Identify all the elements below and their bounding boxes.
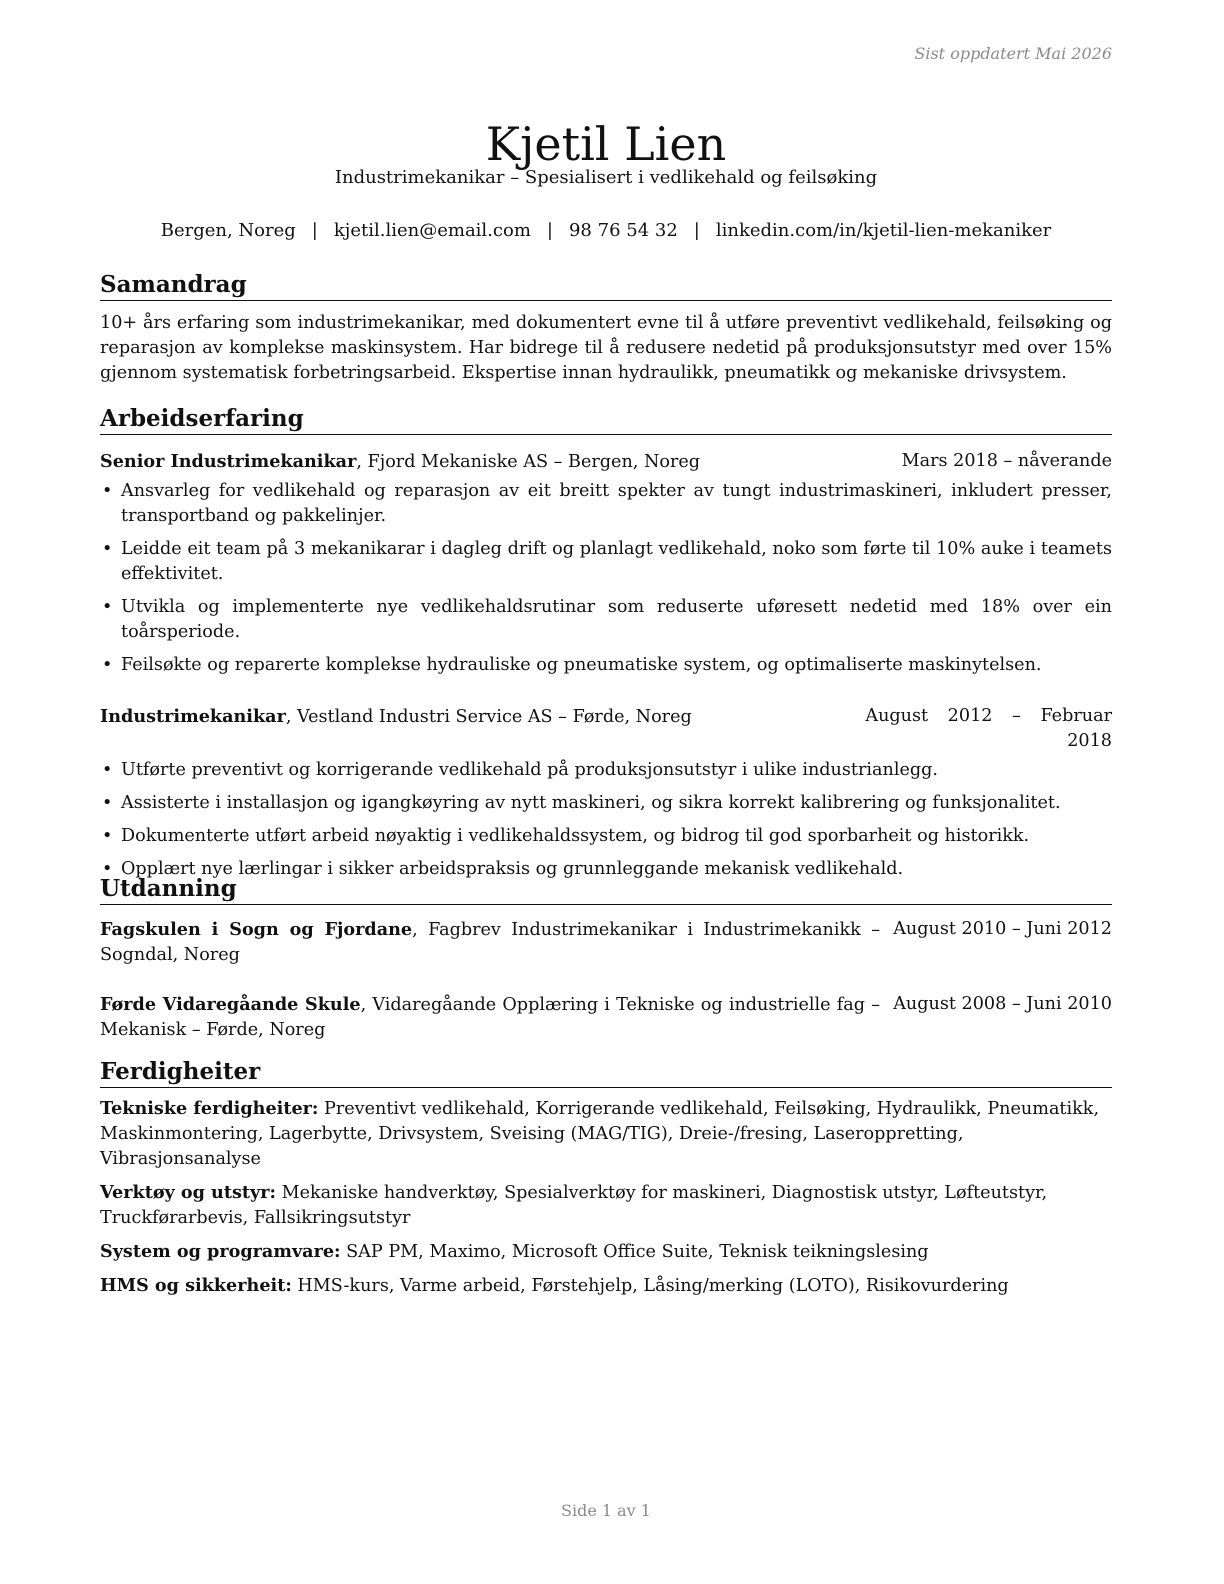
job-bullet: • Leidde eit team på 3 mekanikarar i dagleg drift og planlagt vedlikehald, noko som førte til 10% auke i teamets effektivitet. <box>100 537 1112 587</box>
section-title-education: Utdanning <box>100 874 1112 905</box>
education-school: Fagskulen i Sogn og Fjordane <box>100 919 413 940</box>
job-header <box>100 449 1112 475</box>
job-bullet: • Utførte preventivt og korrigerande vedlikehald på produksjonsutstyr i ulike industrianlegg. <box>100 758 1112 783</box>
job-dates-line: August 2012 – Februar <box>865 706 1112 726</box>
job-bullet: • Ansvarleg for vedlikehald og reparasjon av eit breitt spekter av tungt industrimaskineri, inkludert presser, transportband og pakkelinjer. <box>100 479 1112 529</box>
skill-group <box>100 1239 1112 1265</box>
education-entry <box>100 992 1112 1043</box>
contact-email[interactable]: kjetil.lien@email.com <box>333 220 531 241</box>
section-title-experience: Arbeidserfaring <box>100 404 1112 435</box>
section-title-summary: Samandrag <box>100 270 1112 301</box>
job-company: , Fjord Mekaniske AS – Bergen, Noreg <box>356 452 701 472</box>
education-dates: August 2008 – Juni 2010 <box>893 994 1112 1014</box>
education-section <box>100 874 1112 1043</box>
skill-group-label: Verktøy og utstyr: <box>100 1182 276 1203</box>
job-bullets <box>100 758 1112 882</box>
contact-location: Bergen, Noreg <box>160 220 296 241</box>
education-dates: August 2010 – Juni 2012 <box>893 919 1112 939</box>
job-bullet: • Dokumenterte utført arbeid nøyaktig i vedlikehaldssystem, og bidrog til god sporbarheit og historikk. <box>100 824 1112 849</box>
job-dates <box>865 704 1112 754</box>
candidate-name: Kjetil Lien <box>485 116 727 171</box>
education-school: Førde Vidaregåande Skule <box>100 994 361 1015</box>
job-dates-line: 2018 <box>1067 731 1112 751</box>
skill-group-text: Preventivt vedlikehald, Korrigerande vedlikehald, Feilsøking, Hydraulikk, Pneumatikk, Maskinmontering, Lagerbytte, Drivsystem, Sveising (MAG/TIG), Dreie-/fresing, Laseroppretting, Vibrasjonsanalyse <box>100 1099 1100 1169</box>
skills-section <box>100 1057 1112 1299</box>
tagline: Industrimekanikar – Spesialisert i vedlikehald og feilsøking <box>334 167 878 188</box>
education-entry <box>100 917 1112 968</box>
summary-text: 10+ års erfaring som industrimekanikar, med dokumentert evne til å utføre preventivt vedlikehald, feilsøking og reparasjon av komplekse maskinsystem. Har bidrege til å redusere nedetid på produksjonsutstyr med over 15% gjennom systematisk forbetringsarbeid. Ekspertise innan hydraulikk, pneumatikk og mekaniske drivsystem. <box>100 313 1112 383</box>
education-details: , Vidaregåande Opplæring i Tekniske og industrielle fag – Mekanisk – Førde, Noreg <box>100 995 880 1040</box>
page-number: Side 1 av 1 <box>561 1501 651 1520</box>
skill-group-label: Tekniske ferdigheiter: <box>100 1098 319 1119</box>
section-title-skills: Ferdigheiter <box>100 1057 1112 1088</box>
job-entry <box>100 704 1112 882</box>
contact-line <box>100 220 1112 241</box>
job-entry <box>100 449 1112 678</box>
job-role: Senior Industrimekanikar <box>100 451 357 472</box>
contact-separator: | <box>311 220 318 241</box>
job-dates: Mars 2018 – nåverande <box>901 451 1112 471</box>
job-header <box>100 704 1112 754</box>
skill-group-text: Mekaniske handverktøy, Spesialverktøy for maskineri, Diagnostisk utstyr, Løfteutstyr, Truckførarbevis, Fallsikringsutstyr <box>100 1183 1048 1228</box>
contact-separator: | <box>693 220 700 241</box>
summary-section <box>100 270 1112 386</box>
skill-group-text: SAP PM, Maximo, Microsoft Office Suite, Teknisk teikningslesing <box>340 1242 929 1262</box>
experience-section <box>100 404 1112 890</box>
skill-group <box>100 1096 1112 1172</box>
job-company: , Vestland Industri Service AS – Førde, Noreg <box>285 707 692 727</box>
skill-group-label: System og programvare: <box>100 1241 341 1262</box>
job-bullet: • Feilsøkte og reparerte komplekse hydrauliske og pneumatiske system, og optimaliserte maskinytelsen. <box>100 653 1112 678</box>
contact-linkedin[interactable]: linkedin.com/in/kjetil-lien-mekaniker <box>715 220 1052 241</box>
job-role: Industrimekanikar <box>100 706 286 727</box>
last-updated: Sist oppdatert Mai 2026 <box>914 44 1112 63</box>
education-details: , Fagbrev Industrimekanikar i Industrimekanikk – Sogndal, Noreg <box>100 920 880 965</box>
job-bullet: • Opplært nye lærlingar i sikker arbeidspraksis og grunnleggande mekanisk vedlikehald. <box>100 857 1112 882</box>
skill-group-text: HMS-kurs, Varme arbeid, Førstehjelp, Låsing/merking (LOTO), Risikovurdering <box>291 1276 1009 1296</box>
skill-group <box>100 1180 1112 1231</box>
resume-page <box>100 0 1112 1584</box>
contact-separator: | <box>546 220 553 241</box>
contact-phone: 98 76 54 32 <box>568 220 678 241</box>
job-bullets <box>100 479 1112 678</box>
skill-group <box>100 1273 1112 1299</box>
job-bullet: • Assisterte i installasjon og igangkøyring av nytt maskineri, og sikra korrekt kalibrering og funksjonalitet. <box>100 791 1112 816</box>
job-bullet: • Utvikla og implementerte nye vedlikehaldsrutinar som reduserte uføresett nedetid med 18% over ein toårsperiode. <box>100 595 1112 645</box>
skill-group-label: HMS og sikkerheit: <box>100 1275 292 1296</box>
